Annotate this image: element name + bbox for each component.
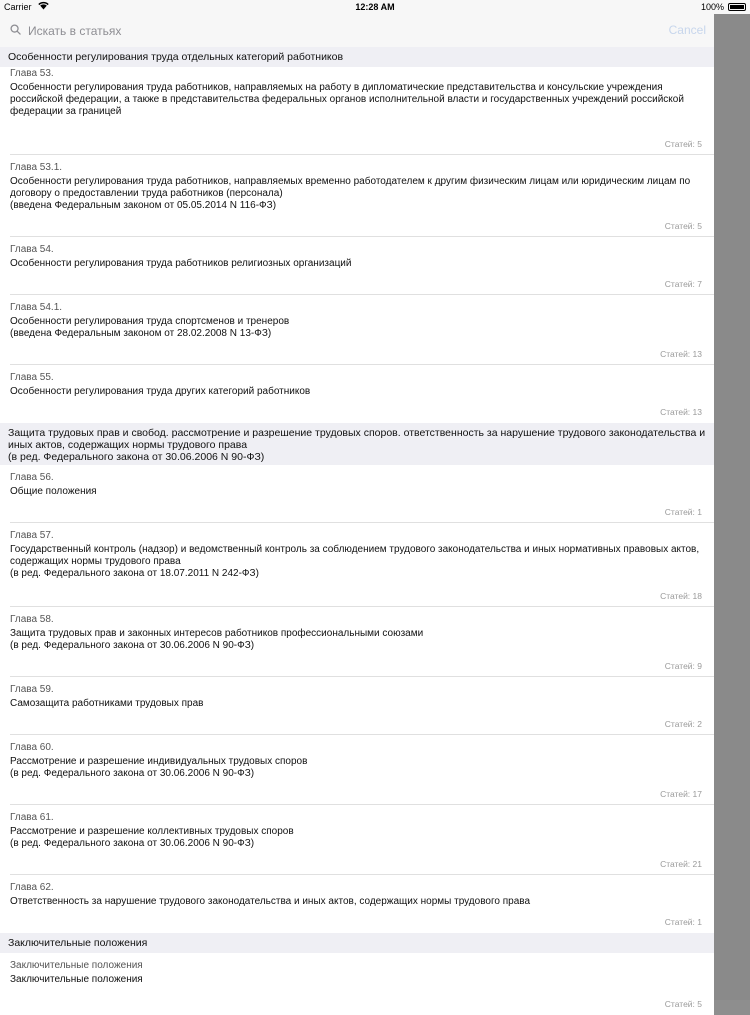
article-count: Статей: 2: [664, 719, 702, 729]
status-bar: [0, 0, 750, 14]
chapter-title: Самозащита работниками трудовых прав: [10, 698, 204, 709]
article-count: Статей: 13: [660, 349, 702, 359]
article-count: Статей: 1: [664, 917, 702, 927]
chapter-row[interactable]: [0, 607, 714, 677]
article-count: Статей: 5: [664, 999, 702, 1009]
chapter-number: Глава 62.: [10, 882, 54, 893]
search-input[interactable]: [28, 22, 628, 40]
section-header: Заключительные положения: [0, 933, 714, 953]
chapter-number: Глава 61.: [10, 812, 54, 823]
chapter-row[interactable]: [0, 465, 714, 523]
article-count: Статей: 21: [660, 859, 702, 869]
battery-icon: [728, 3, 746, 11]
chapter-row[interactable]: [0, 677, 714, 735]
chapter-row[interactable]: [0, 735, 714, 805]
search-icon: [10, 24, 21, 35]
cancel-button[interactable]: Cancel: [668, 23, 706, 37]
chapter-number: Глава 58.: [10, 614, 54, 625]
chapter-row[interactable]: [0, 953, 714, 1015]
section-header: Защита трудовых прав и свобод. рассмотрение и разрешение трудовых споров. ответственность за нарушение трудового законодательства и иных актов, содержащих нормы трудового права (в ред. Федерального закона от 30.06.2006 N 90-ФЗ): [0, 423, 714, 465]
chapter-title: Особенности регулирования труда спортсменов и тренеров (введена Федеральным законом от 28.02.2008 N 13-ФЗ): [10, 316, 290, 339]
article-count: Статей: 17: [660, 789, 702, 799]
chapter-number: Глава 53.: [10, 68, 54, 79]
chapter-row[interactable]: [0, 805, 714, 875]
article-count: Статей: 9: [664, 661, 702, 671]
chapter-number: Заключительные положения: [10, 960, 143, 971]
chapter-number: Глава 59.: [10, 684, 54, 695]
chapter-row[interactable]: [0, 295, 714, 365]
chapter-row[interactable]: [0, 237, 714, 295]
clock: 12:28 AM: [355, 2, 395, 12]
chapter-row[interactable]: [0, 875, 714, 933]
chapter-row[interactable]: [0, 523, 714, 607]
article-count: Статей: 5: [664, 139, 702, 149]
chapter-title: Ответственность за нарушение трудового законодательства и иных актов, содержащих нормы трудового права: [10, 896, 531, 907]
article-count: Статей: 1: [664, 507, 702, 517]
section-header: Особенности регулирования труда отдельных категорий работников: [0, 47, 714, 67]
chapter-title: Особенности регулирования труда работников, направляемых временно работодателем к другим физическим лицам или юридическим лицам по договору о предоставлении труда работников (персонала) (введена Федеральным законом от 05.05.2014 N 116-ФЗ): [10, 176, 691, 211]
chapter-number: Глава 56.: [10, 472, 54, 483]
chapter-number: Глава 55.: [10, 372, 54, 383]
chapter-title: Государственный контроль (надзор) и ведомственный контроль за соблюдением трудового законодательства и иных нормативных правовых актов, содержащих нормы трудового права (в ред. Федерального закона от 18.07.2011 N 242-ФЗ): [10, 544, 700, 579]
chapter-number: Глава 57.: [10, 530, 54, 541]
chapter-title: Особенности регулирования труда работников религиозных организаций: [10, 258, 352, 269]
chapter-number: Глава 54.: [10, 244, 54, 255]
carrier-label: Carrier: [4, 2, 32, 12]
chapter-title: Рассмотрение и разрешение коллективных трудовых споров (в ред. Федерального закона от 30.06.2006 N 90-ФЗ): [10, 826, 294, 849]
article-count: Статей: 13: [660, 407, 702, 417]
article-count: Статей: 18: [660, 591, 702, 601]
chapter-title: Особенности регулирования труда других категорий работников: [10, 386, 311, 397]
chapter-number: Глава 60.: [10, 742, 54, 753]
chapter-title: Заключительные положения: [10, 974, 143, 985]
article-count: Статей: 5: [664, 221, 702, 231]
chapter-title: Общие положения: [10, 486, 97, 497]
search-bar: [0, 14, 714, 47]
chapter-title: Особенности регулирования труда работников, направляемых на работу в дипломатические представительства и консульские учреждения российской федерации, а также в представительства федеральных органов исполнительной власти и государственных учреждений российской федерации за границей: [10, 82, 684, 117]
battery-percentage: 100%: [700, 2, 724, 12]
chapter-title: Защита трудовых прав и законных интересов работников профессиональными союзами (в ред. Федерального закона от 30.06.2006 N 90-ФЗ): [10, 628, 424, 651]
chapter-row[interactable]: [0, 365, 714, 423]
chapter-number: Глава 54.1.: [10, 302, 63, 313]
chapter-row[interactable]: [0, 67, 714, 155]
chapter-number: Глава 53.1.: [10, 162, 63, 173]
article-count: Статей: 7: [664, 279, 702, 289]
chapter-row[interactable]: [0, 155, 714, 237]
dimmed-background[interactable]: [714, 14, 750, 1000]
chapters-list: [0, 47, 714, 1015]
chapter-title: Рассмотрение и разрешение индивидуальных трудовых споров (в ред. Федерального закона от 30.06.2006 N 90-ФЗ): [10, 756, 308, 779]
